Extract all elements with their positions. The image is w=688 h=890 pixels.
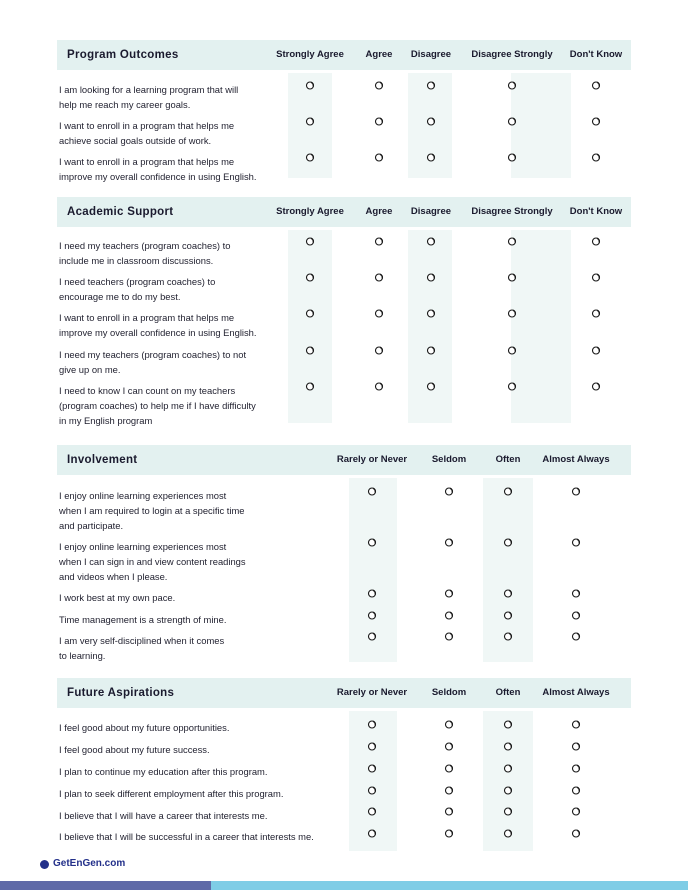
column-header: Often — [495, 687, 521, 698]
radio-option-icon[interactable] — [572, 829, 581, 838]
radio-option-icon[interactable] — [375, 273, 384, 282]
radio-option-icon[interactable] — [375, 237, 384, 246]
question-line: help me reach my career goals. — [59, 99, 191, 110]
radio-option-icon[interactable] — [375, 382, 384, 391]
radio-option-icon[interactable] — [368, 742, 377, 751]
column-header: Disagree Strongly — [471, 206, 553, 217]
radio-option-icon[interactable] — [427, 117, 436, 126]
radio-option-icon[interactable] — [592, 153, 601, 162]
question-line: I need teachers (program coaches) to — [59, 276, 216, 287]
section-header — [57, 40, 631, 70]
section-title: Future Aspirations — [67, 687, 175, 699]
radio-option-icon[interactable] — [306, 153, 315, 162]
radio-option-icon[interactable] — [375, 309, 384, 318]
column-header: Seldom — [431, 454, 467, 465]
question-line: when I am required to login at a specific time — [59, 505, 245, 516]
question-text — [59, 764, 267, 779]
radio-option-icon[interactable] — [504, 786, 513, 795]
question-line: I need to know I can count on my teachers — [59, 385, 236, 396]
question-line: I plan to seek different employment after this program. — [59, 788, 284, 799]
radio-option-icon[interactable] — [306, 309, 315, 318]
radio-option-icon[interactable] — [572, 589, 581, 598]
column-header: Agree — [365, 49, 393, 60]
radio-option-icon[interactable] — [592, 237, 601, 246]
radio-option-icon[interactable] — [592, 309, 601, 318]
radio-option-icon[interactable] — [445, 632, 454, 641]
radio-option-icon[interactable] — [508, 81, 517, 90]
question-line: I am very self-disciplined when it comes — [59, 635, 225, 646]
radio-option-icon[interactable] — [368, 538, 377, 547]
question-text — [59, 118, 234, 148]
question-line: to learning. — [59, 650, 106, 661]
question-line: and participate. — [59, 520, 124, 531]
section-title: Academic Support — [67, 206, 174, 218]
radio-option-icon[interactable] — [504, 829, 513, 838]
radio-option-icon[interactable] — [427, 346, 436, 355]
column-header: Rarely or Never — [336, 687, 408, 698]
column-header: Don't Know — [569, 206, 623, 217]
question-line: I want to enroll in a program that helps me — [59, 312, 235, 323]
question-line: improve my overall confidence in using English. — [59, 327, 257, 338]
radio-option-icon[interactable] — [592, 117, 601, 126]
question-line: I need my teachers (program coaches) to — [59, 240, 231, 251]
radio-option-icon[interactable] — [306, 81, 315, 90]
column-header: Strongly Agree — [276, 49, 344, 60]
radio-option-icon[interactable] — [572, 786, 581, 795]
radio-option-icon[interactable] — [572, 487, 581, 496]
question-text — [59, 808, 267, 823]
question-text — [59, 742, 210, 757]
radio-option-icon[interactable] — [572, 807, 581, 816]
radio-option-icon[interactable] — [375, 153, 384, 162]
radio-option-icon[interactable] — [445, 807, 454, 816]
column-header: Rarely or Never — [336, 454, 408, 465]
section-header — [57, 445, 631, 475]
radio-option-icon[interactable] — [368, 611, 377, 620]
question-line: when I can sign in and view content readings — [59, 556, 246, 567]
radio-option-icon[interactable] — [375, 81, 384, 90]
radio-option-icon[interactable] — [504, 742, 513, 751]
section-header — [57, 197, 631, 227]
radio-option-icon[interactable] — [445, 786, 454, 795]
section-header — [57, 678, 631, 708]
section-title: Involvement — [67, 454, 138, 466]
radio-option-icon[interactable] — [427, 153, 436, 162]
radio-option-icon[interactable] — [572, 720, 581, 729]
radio-option-icon[interactable] — [592, 81, 601, 90]
column-header: Disagree — [410, 49, 452, 60]
radio-option-icon[interactable] — [445, 720, 454, 729]
question-line: include me in classroom discussions. — [59, 255, 214, 266]
question-line: I enjoy online learning experiences most — [59, 490, 227, 501]
column-header: Disagree Strongly — [471, 49, 553, 60]
question-line: (program coaches) to help me if I have difficulty — [59, 400, 256, 411]
radio-option-icon[interactable] — [504, 632, 513, 641]
question-text — [59, 633, 224, 663]
radio-option-icon[interactable] — [592, 273, 601, 282]
radio-option-icon[interactable] — [445, 611, 454, 620]
radio-option-icon[interactable] — [368, 786, 377, 795]
radio-option-icon[interactable] — [445, 589, 454, 598]
question-text — [59, 612, 226, 627]
question-line: I feel good about my future opportunities. — [59, 722, 230, 733]
question-text — [59, 310, 257, 340]
question-line: give up on me. — [59, 364, 121, 375]
question-line: encourage me to do my best. — [59, 291, 181, 302]
question-text — [59, 720, 229, 735]
question-line: I need my teachers (program coaches) to not — [59, 349, 247, 360]
radio-option-icon[interactable] — [572, 632, 581, 641]
radio-option-icon[interactable] — [504, 807, 513, 816]
question-text — [59, 786, 283, 801]
question-line: Time management is a strength of mine. — [59, 614, 227, 625]
radio-option-icon[interactable] — [306, 273, 315, 282]
question-line: I want to enroll in a program that helps me — [59, 120, 235, 131]
question-text — [59, 590, 175, 605]
question-text — [59, 539, 246, 584]
question-line: I work best at my own pace. — [59, 592, 176, 603]
radio-option-icon[interactable] — [508, 346, 517, 355]
radio-option-icon[interactable] — [508, 117, 517, 126]
section-title: Program Outcomes — [67, 49, 179, 61]
radio-option-icon[interactable] — [306, 382, 315, 391]
radio-option-icon[interactable] — [368, 807, 377, 816]
radio-option-icon[interactable] — [427, 309, 436, 318]
radio-option-icon[interactable] — [504, 611, 513, 620]
column-stripe — [288, 230, 332, 423]
radio-option-icon[interactable] — [504, 764, 513, 773]
question-line: I am looking for a learning program that will — [59, 84, 239, 95]
column-header: Strongly Agree — [276, 206, 344, 217]
question-text — [59, 488, 245, 533]
question-line: improve my overall confidence in using English. — [59, 171, 257, 182]
radio-option-icon[interactable] — [375, 117, 384, 126]
question-text — [59, 383, 256, 428]
radio-option-icon[interactable] — [504, 720, 513, 729]
radio-option-icon[interactable] — [445, 742, 454, 751]
radio-option-icon[interactable] — [427, 81, 436, 90]
radio-option-icon[interactable] — [592, 382, 601, 391]
question-line: I plan to continue my education after this program. — [59, 766, 268, 777]
question-text — [59, 829, 314, 844]
radio-option-icon[interactable] — [368, 589, 377, 598]
column-stripe — [408, 230, 452, 423]
question-text — [59, 82, 238, 112]
column-header: Don't Know — [569, 49, 623, 60]
question-line: I feel good about my future success. — [59, 744, 210, 755]
radio-option-icon[interactable] — [445, 829, 454, 838]
radio-option-icon[interactable] — [508, 237, 517, 246]
column-header: Often — [495, 454, 521, 465]
column-header: Agree — [365, 206, 393, 217]
column-header: Almost Always — [542, 454, 610, 465]
radio-option-icon[interactable] — [368, 720, 377, 729]
radio-option-icon[interactable] — [504, 487, 513, 496]
radio-option-icon[interactable] — [508, 153, 517, 162]
radio-option-icon[interactable] — [508, 273, 517, 282]
column-header: Seldom — [431, 687, 467, 698]
radio-option-icon[interactable] — [572, 742, 581, 751]
radio-option-icon[interactable] — [306, 346, 315, 355]
question-line: I believe that I will be successful in a career that interests me. — [59, 831, 314, 842]
radio-option-icon[interactable] — [368, 487, 377, 496]
radio-option-icon[interactable] — [427, 237, 436, 246]
column-header: Disagree — [410, 206, 452, 217]
question-text — [59, 238, 230, 268]
question-text — [59, 347, 246, 377]
radio-option-icon[interactable] — [375, 346, 384, 355]
bullet-dot-icon — [40, 860, 49, 869]
footer-site-link[interactable]: GetEnGen.com — [53, 858, 126, 869]
radio-option-icon[interactable] — [445, 538, 454, 547]
question-text — [59, 274, 215, 304]
question-text — [59, 154, 257, 184]
radio-option-icon[interactable] — [306, 237, 315, 246]
column-header: Almost Always — [542, 687, 610, 698]
column-stripe — [511, 230, 571, 423]
radio-option-icon[interactable] — [368, 764, 377, 773]
footer-bar-right — [211, 881, 688, 890]
radio-option-icon[interactable] — [504, 589, 513, 598]
radio-option-icon[interactable] — [306, 117, 315, 126]
question-line: I believe that I will have a career that interests me. — [59, 810, 268, 821]
radio-option-icon[interactable] — [572, 764, 581, 773]
radio-option-icon[interactable] — [572, 611, 581, 620]
question-line: in my English program — [59, 415, 153, 426]
radio-option-icon[interactable] — [427, 273, 436, 282]
column-stripe — [511, 73, 571, 178]
radio-option-icon[interactable] — [368, 632, 377, 641]
radio-option-icon[interactable] — [508, 309, 517, 318]
radio-option-icon[interactable] — [508, 382, 517, 391]
footer-bar-left — [0, 881, 211, 890]
question-line: achieve social goals outside of work. — [59, 135, 212, 146]
radio-option-icon[interactable] — [592, 346, 601, 355]
question-line: I want to enroll in a program that helps me — [59, 156, 235, 167]
question-line: and videos when I please. — [59, 571, 168, 582]
radio-option-icon[interactable] — [368, 829, 377, 838]
radio-option-icon[interactable] — [572, 538, 581, 547]
radio-option-icon[interactable] — [504, 538, 513, 547]
question-line: I enjoy online learning experiences most — [59, 541, 227, 552]
radio-option-icon[interactable] — [427, 382, 436, 391]
radio-option-icon[interactable] — [445, 487, 454, 496]
radio-option-icon[interactable] — [445, 764, 454, 773]
